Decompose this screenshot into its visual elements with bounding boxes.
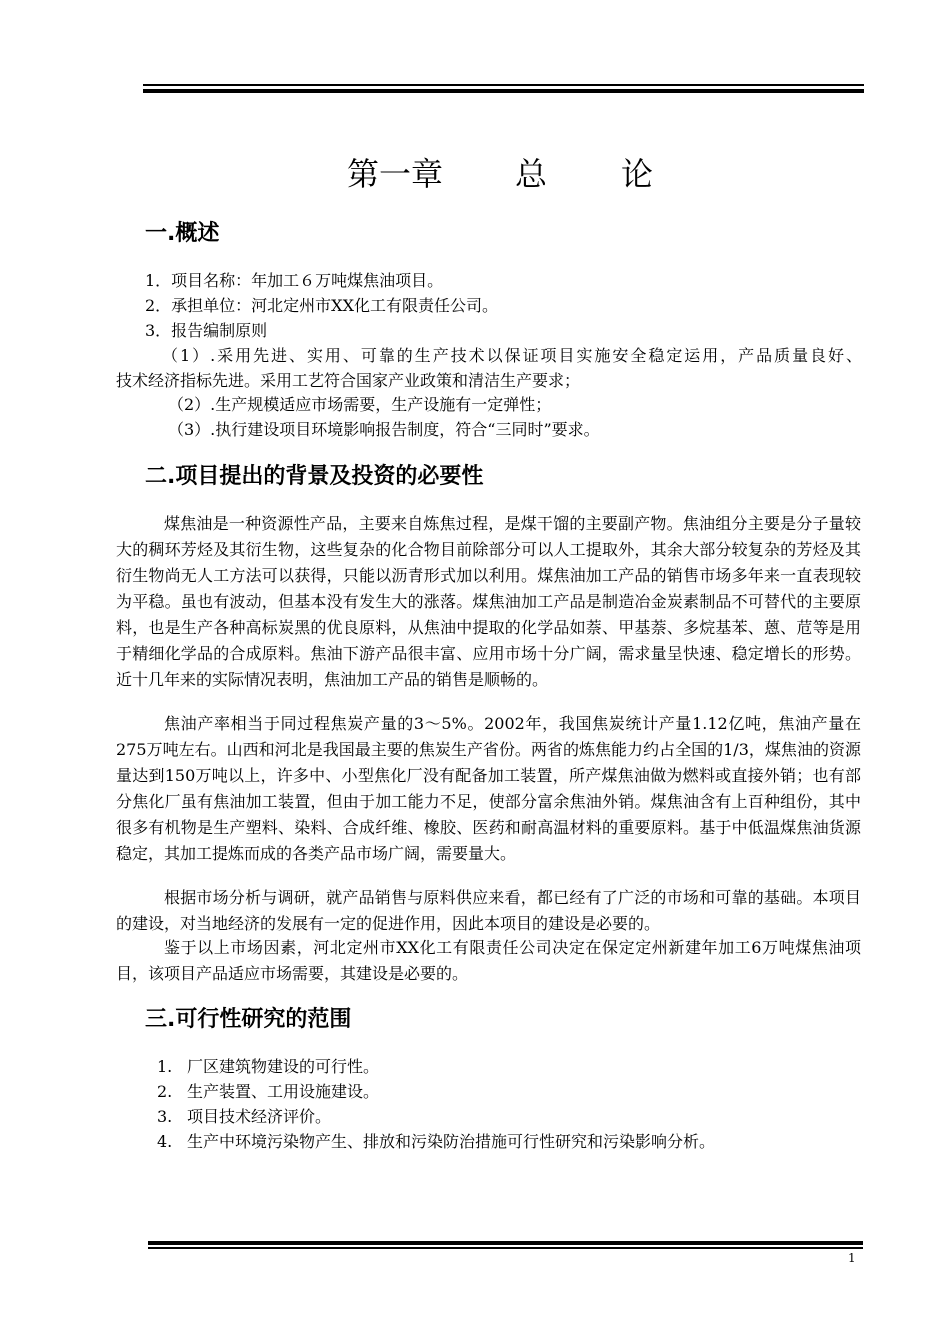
list-item: 2．承担单位：河北定州市XX化工有限责任公司。 (145, 296, 498, 315)
page-number: 1 (848, 1251, 856, 1265)
section-heading-scope: 三.可行性研究的范围 (145, 1007, 352, 1032)
principle-1-line-2: 技术经济指标先进。采用工艺符合国家产业政策和清洁生产要求； (116, 371, 581, 390)
paragraph-4: 鉴于以上市场因素，河北定州市XX化工有限责任公司决定在保定定州新建年加工6万吨煤焦油项目，该项目产品适应市场需要，其建设是必要的。 (116, 938, 861, 983)
footer-rule-thin (148, 1247, 863, 1249)
header-rule-thin (143, 84, 864, 86)
chapter-title: 第一章 总 论 (346, 155, 654, 193)
paragraph-2: 焦油产率相当于同过程焦炭产量的3～5%。2002年，我国焦炭统计产量1.12亿吨，焦油产量在275万吨左右。山西和河北是我国最主要的焦炭生产省份。两省的炼焦能力约占全国的1/3，煤焦油的资源量达到150万吨以上，许多中、小型焦化厂没有配备加工装置，所产煤焦油做为燃料或直接外销；也有部分焦化厂虽有焦油加工装置，但由于加工能力不足，使部分富余焦油外销。煤焦油含有上百种组份，其中很多有机物是生产塑料、染料、合成纤维、橡胶、医药和耐高温材料的重要原料。基于中低温煤焦油货源稳定，其加工提炼而成的各类产品市场广阔，需要量大。 (116, 714, 861, 863)
list-item: 1. 厂区建筑物建设的可行性。 (157, 1057, 380, 1076)
list-item: 1．项目名称：年加工６万吨煤焦油项目。 (145, 271, 444, 290)
list-item: 4. 生产中环境污染物产生、排放和污染防治措施可行性研究和污染影响分析。 (157, 1132, 716, 1151)
section-heading-background: 二.项目提出的背景及投资的必要性 (145, 464, 484, 489)
list-item: 3．报告编制原则 (145, 321, 268, 340)
footer-rule-thick (148, 1241, 863, 1245)
principle-2: （2）.生产规模适应市场需要，生产设施有一定弹性； (168, 395, 552, 414)
paragraph-1: 煤焦油是一种资源性产品，主要来自炼焦过程，是煤干馏的主要副产物。焦油组分主要是分子量较大的稠环芳烃及其衍生物，这些复杂的化合物目前除部分可以人工提取外，其余大部分较复杂的芳烃及其衍生物尚无人工方法可以获得，只能以沥青形式加以利用。煤焦油加工产品的销售市场多年来一直表现较为平稳。虽也有波动，但基本没有发生大的涨落。煤焦油加工产品是制造冶金炭素制品不可替代的主要原料，也是生产各种高标炭黑的优良原料，从焦油中提取的化学品如萘、甲基萘、多烷基苯、蒽、苊等是用于精细化学品的合成原料。焦油下游产品很丰富、应用市场十分广阔，需求量呈快速、稳定增长的形势。近十几年来的实际情况表明，焦油加工产品的销售是顺畅的。 (116, 514, 861, 689)
section-heading-overview: 一.概述 (145, 221, 220, 246)
header-rule-thick (143, 89, 864, 93)
paragraph-3: 根据市场分析与调研，就产品销售与原料供应来看，都已经有了广泛的市场和可靠的基础。本项目的建设，对当地经济的发展有一定的促进作用，因此本项目的建设是必要的。 (116, 888, 861, 933)
principle-3: （3）.执行建设项目环境影响报告制度，符合“三同时”要求。 (168, 420, 600, 439)
list-item: 3. 项目技术经济评价。 (157, 1107, 332, 1126)
principle-1-line-1: （1）.采用先进、实用、可靠的生产技术以保证项目实施安全稳定运用，产品质量良好、 (162, 346, 862, 365)
list-item: 2. 生产装置、工用设施建设。 (157, 1082, 380, 1101)
